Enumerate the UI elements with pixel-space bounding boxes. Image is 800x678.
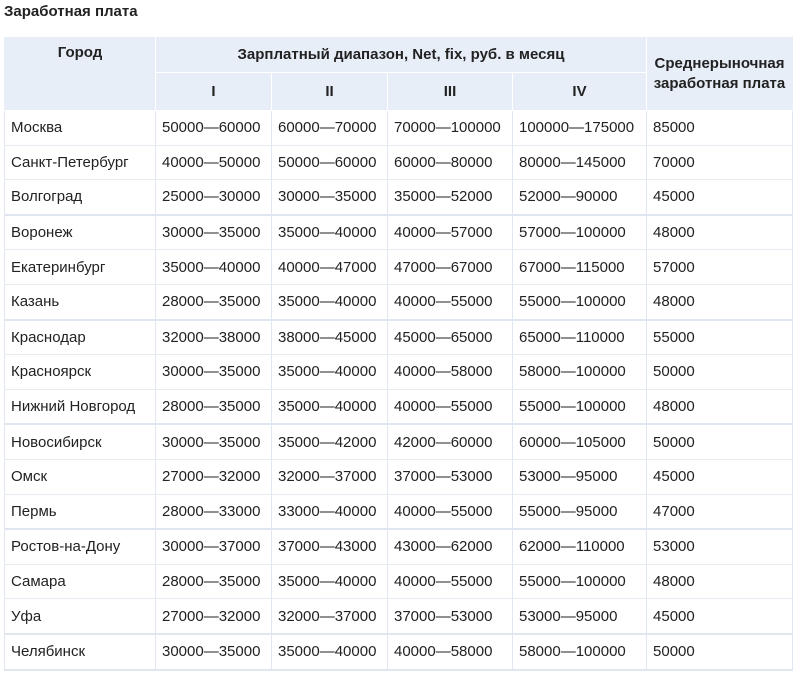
cell-range-ii: 35000—42000 <box>272 424 388 459</box>
cell-range-i: 30000—35000 <box>156 634 272 670</box>
cell-range-iii: 40000—58000 <box>388 355 513 390</box>
header-level-iii: III <box>388 73 513 111</box>
cell-range-iv: 67000—115000 <box>513 250 647 285</box>
cell-range-iv: 57000—100000 <box>513 215 647 250</box>
cell-range-iii: 37000—53000 <box>388 459 513 494</box>
cell-average: 48000 <box>647 389 793 424</box>
cell-average: 50000 <box>647 634 793 670</box>
cell-city: Санкт-Петербург <box>5 145 156 180</box>
cell-average: 50000 <box>647 424 793 459</box>
cell-range-i: 40000—50000 <box>156 145 272 180</box>
cell-average: 45000 <box>647 599 793 634</box>
cell-range-i: 27000—32000 <box>156 459 272 494</box>
cell-range-i: 30000—35000 <box>156 424 272 459</box>
header-level-ii: II <box>272 73 388 111</box>
cell-range-iii: 40000—55000 <box>388 494 513 529</box>
cell-city: Омск <box>5 459 156 494</box>
cell-range-ii: 35000—40000 <box>272 215 388 250</box>
cell-range-ii: 37000—43000 <box>272 529 388 564</box>
cell-average: 50000 <box>647 355 793 390</box>
cell-range-ii: 32000—37000 <box>272 459 388 494</box>
cell-range-iv: 55000—100000 <box>513 564 647 599</box>
table-row <box>5 145 793 180</box>
cell-range-iv: 100000—175000 <box>513 111 647 146</box>
cell-range-iii: 40000—55000 <box>388 564 513 599</box>
cell-average: 47000 <box>647 494 793 529</box>
cell-range-i: 35000—40000 <box>156 250 272 285</box>
table-row <box>5 424 793 459</box>
cell-average: 48000 <box>647 215 793 250</box>
cell-range-ii: 33000—40000 <box>272 494 388 529</box>
cell-average: 70000 <box>647 145 793 180</box>
cell-city: Москва <box>5 111 156 146</box>
table-row <box>5 180 793 215</box>
cell-city: Казань <box>5 284 156 319</box>
cell-city: Краснодар <box>5 320 156 355</box>
cell-range-ii: 35000—40000 <box>272 634 388 670</box>
cell-range-i: 28000—35000 <box>156 284 272 319</box>
cell-average: 85000 <box>647 111 793 146</box>
cell-city: Екатеринбург <box>5 250 156 285</box>
cell-range-iv: 53000—95000 <box>513 459 647 494</box>
cell-range-iii: 40000—58000 <box>388 634 513 670</box>
cell-range-iii: 70000—100000 <box>388 111 513 146</box>
header-level-iv: IV <box>513 73 647 111</box>
cell-range-i: 50000—60000 <box>156 111 272 146</box>
table-row <box>5 494 793 529</box>
cell-city: Уфа <box>5 599 156 634</box>
cell-range-ii: 30000—35000 <box>272 180 388 215</box>
cell-range-iv: 52000—90000 <box>513 180 647 215</box>
cell-city: Красноярск <box>5 355 156 390</box>
table-row <box>5 355 793 390</box>
cell-range-iv: 58000—100000 <box>513 355 647 390</box>
cell-range-ii: 35000—40000 <box>272 355 388 390</box>
table-row <box>5 284 793 319</box>
cell-range-iv: 55000—100000 <box>513 284 647 319</box>
cell-city: Ростов-на-Дону <box>5 529 156 564</box>
cell-average: 45000 <box>647 459 793 494</box>
cell-average: 57000 <box>647 250 793 285</box>
cell-average: 48000 <box>647 284 793 319</box>
cell-range-i: 27000—32000 <box>156 599 272 634</box>
cell-range-ii: 50000—60000 <box>272 145 388 180</box>
page-title: Заработная плата <box>4 3 138 20</box>
table-row <box>5 111 793 146</box>
table-row <box>5 389 793 424</box>
cell-range-iii: 40000—55000 <box>388 284 513 319</box>
table-row <box>5 599 793 634</box>
cell-range-iv: 60000—105000 <box>513 424 647 459</box>
cell-range-ii: 35000—40000 <box>272 284 388 319</box>
cell-average: 48000 <box>647 564 793 599</box>
cell-range-ii: 35000—40000 <box>272 564 388 599</box>
table-row <box>5 215 793 250</box>
cell-range-iv: 80000—145000 <box>513 145 647 180</box>
cell-range-ii: 35000—40000 <box>272 389 388 424</box>
cell-range-i: 30000—37000 <box>156 529 272 564</box>
cell-range-iv: 55000—100000 <box>513 389 647 424</box>
table-row <box>5 459 793 494</box>
cell-average: 45000 <box>647 180 793 215</box>
table-row <box>5 320 793 355</box>
cell-range-i: 28000—33000 <box>156 494 272 529</box>
cell-range-iv: 55000—95000 <box>513 494 647 529</box>
cell-city: Нижний Новгород <box>5 389 156 424</box>
cell-range-iv: 53000—95000 <box>513 599 647 634</box>
cell-range-ii: 60000—70000 <box>272 111 388 146</box>
cell-range-iv: 58000—100000 <box>513 634 647 670</box>
cell-range-i: 25000—30000 <box>156 180 272 215</box>
cell-range-iii: 40000—55000 <box>388 389 513 424</box>
cell-range-iv: 65000—110000 <box>513 320 647 355</box>
cell-range-ii: 38000—45000 <box>272 320 388 355</box>
cell-city: Волгоград <box>5 180 156 215</box>
cell-range-i: 30000—35000 <box>156 355 272 390</box>
header-city: Город <box>5 37 156 111</box>
cell-range-i: 28000—35000 <box>156 389 272 424</box>
cell-city: Пермь <box>5 494 156 529</box>
header-salary-range: Зарплатный диапазон, Net, fix, руб. в месяц <box>156 37 647 73</box>
cell-range-iii: 47000—67000 <box>388 250 513 285</box>
cell-range-i: 28000—35000 <box>156 564 272 599</box>
cell-city: Самара <box>5 564 156 599</box>
salary-table <box>4 36 793 671</box>
cell-range-iii: 35000—52000 <box>388 180 513 215</box>
cell-range-iii: 37000—53000 <box>388 599 513 634</box>
cell-average: 53000 <box>647 529 793 564</box>
cell-city: Воронеж <box>5 215 156 250</box>
cell-city: Челябинск <box>5 634 156 670</box>
header-average-salary: Среднерыночная заработная плата <box>647 37 793 111</box>
header-row <box>5 37 793 73</box>
cell-range-i: 30000—35000 <box>156 215 272 250</box>
cell-range-iii: 42000—60000 <box>388 424 513 459</box>
table-body <box>5 111 793 670</box>
table-row <box>5 529 793 564</box>
cell-range-iii: 45000—65000 <box>388 320 513 355</box>
cell-range-iii: 43000—62000 <box>388 529 513 564</box>
cell-range-iv: 62000—110000 <box>513 529 647 564</box>
cell-city: Новосибирск <box>5 424 156 459</box>
cell-range-i: 32000—38000 <box>156 320 272 355</box>
cell-range-iii: 40000—57000 <box>388 215 513 250</box>
cell-range-iii: 60000—80000 <box>388 145 513 180</box>
header-level-i: I <box>156 73 272 111</box>
table-row <box>5 564 793 599</box>
cell-average: 55000 <box>647 320 793 355</box>
table-row <box>5 634 793 670</box>
table-row <box>5 250 793 285</box>
cell-range-ii: 40000—47000 <box>272 250 388 285</box>
cell-range-ii: 32000—37000 <box>272 599 388 634</box>
